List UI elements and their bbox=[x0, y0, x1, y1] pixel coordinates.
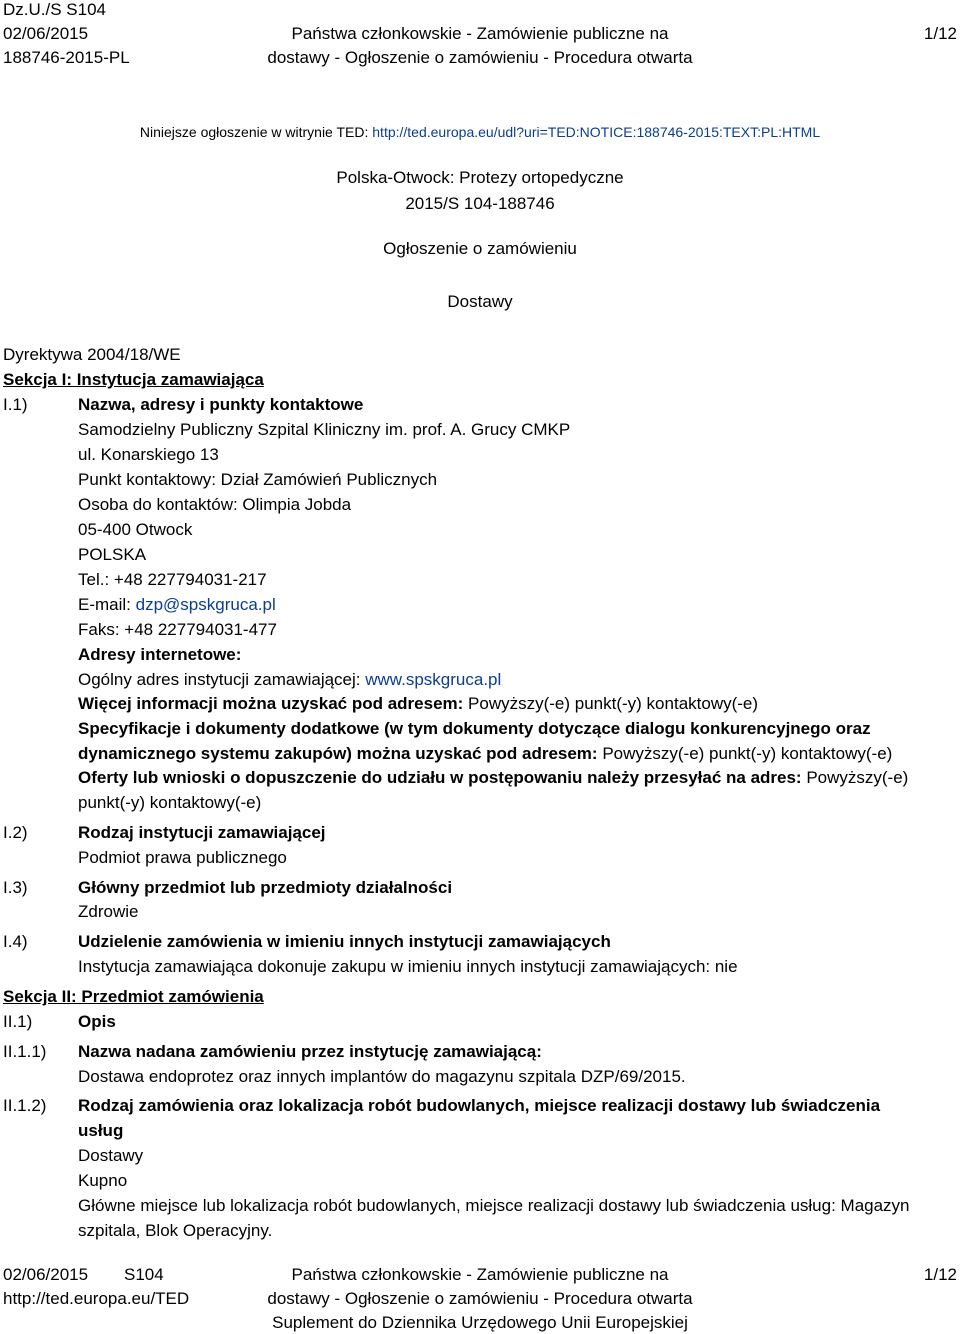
spec-line2 bbox=[78, 744, 892, 764]
title-number: 2015/S 104-188746 bbox=[405, 194, 555, 213]
ii11-number: II.1.1) bbox=[3, 1042, 47, 1061]
address-line-5: 05-400 Otwock bbox=[78, 520, 193, 539]
more-info-line bbox=[78, 694, 758, 714]
notice-line bbox=[0, 124, 960, 140]
footer-title-line2: dostawy - Ogłoszenie o zamówieniu - Procedura otwarta bbox=[267, 1289, 693, 1308]
offers-value-1: Powyższy(-e) bbox=[806, 768, 909, 787]
more-info-value: Powyższy(-e) punkt(-y) kontaktowy(-e) bbox=[468, 694, 759, 713]
i3-value: Zdrowie bbox=[78, 902, 139, 921]
i2-number: I.2) bbox=[3, 823, 28, 842]
ii1-title: Opis bbox=[78, 1012, 116, 1031]
more-info-label: Więcej informacji można uzyskać pod adresem: bbox=[78, 694, 469, 713]
footer-url: http://ted.europa.eu/TED bbox=[3, 1289, 190, 1308]
i4-number: I.4) bbox=[3, 932, 28, 951]
ii11-value: Dostawa endoprotez oraz innych implantów do magazynu szpitala DZP/69/2015. bbox=[78, 1067, 686, 1086]
ii12-value-2: Kupno bbox=[78, 1171, 128, 1190]
fax-line: Faks: +48 227794031-477 bbox=[78, 620, 277, 639]
address-line-1: Samodzielny Publiczny Szpital Kliniczny im. prof. A. Grucy CMKP bbox=[78, 420, 571, 439]
internet-label: Adresy internetowe: bbox=[78, 645, 242, 664]
header-ref: 188746-2015-PL bbox=[3, 48, 130, 67]
ii12-value-1: Dostawy bbox=[78, 1146, 144, 1165]
i2-title: Rodzaj instytucji zamawiającej bbox=[78, 823, 326, 842]
ii12-title-line2: usług bbox=[78, 1121, 124, 1140]
spec-label-line1: Specyfikacje i dokumenty dodatkowe (w tym dokumenty dotyczące dialogu konkurencyjnego oraz bbox=[78, 719, 871, 738]
email-label: E-mail: bbox=[78, 595, 136, 614]
offers-line1 bbox=[78, 768, 908, 788]
address-line-6: POLSKA bbox=[78, 545, 147, 564]
general-address-line bbox=[78, 670, 501, 690]
header-title-line1: Państwa członkowskie - Zamówienie publiczne na bbox=[291, 24, 669, 43]
footer-issue: S104 bbox=[124, 1265, 164, 1284]
header-title-line2: dostawy - Ogłoszenie o zamówieniu - Procedura otwarta bbox=[267, 48, 693, 67]
footer-page: 1/12 bbox=[923, 1265, 957, 1284]
i3-title: Główny przedmiot lub przedmioty działalności bbox=[78, 878, 453, 897]
title-category: Dostawy bbox=[447, 292, 513, 311]
offers-label: Oferty lub wnioski o dopuszczenie do udziału w postępowaniu należy przesyłać na adres: bbox=[78, 768, 807, 787]
notice-prefix: Niniejsze ogłoszenie w witrynie TED: bbox=[139, 124, 373, 140]
i3-number: I.3) bbox=[3, 878, 28, 897]
header-date: 02/06/2015 bbox=[3, 24, 89, 43]
ii12-value-3: Główne miejsce lub lokalizacja robót budowlanych, miejsce realizacji dostawy lub świadczenia usług: Magazyn bbox=[78, 1196, 910, 1215]
footer-date: 02/06/2015 bbox=[3, 1265, 89, 1284]
section2-heading: Sekcja II: Przedmiot zamówienia bbox=[3, 987, 264, 1006]
i1-number: I.1) bbox=[3, 395, 28, 414]
header-page: 1/12 bbox=[923, 24, 957, 43]
ii12-number: II.1.2) bbox=[3, 1096, 47, 1115]
footer-title-line3: Suplement do Dziennika Urzędowego Unii Europejskiej bbox=[272, 1313, 688, 1332]
footer-title-line1: Państwa członkowskie - Zamówienie publiczne na bbox=[291, 1265, 669, 1284]
ii12-title-line1: Rodzaj zamówienia oraz lokalizacja robót budowlanych, miejsce realizacji dostawy lub świadczenia bbox=[78, 1096, 881, 1115]
i4-value: Instytucja zamawiająca dokonuje zakupu w imieniu innych instytucji zamawiających: nie bbox=[78, 957, 738, 976]
general-address-link[interactable]: www.spskgruca.pl bbox=[365, 670, 502, 689]
section1-heading: Sekcja I: Instytucja zamawiająca bbox=[3, 370, 264, 389]
ii12-value-4: szpitala, Blok Operacyjny. bbox=[78, 1221, 273, 1240]
email-link[interactable]: dzp@spskgruca.pl bbox=[135, 595, 276, 614]
i2-value: Podmiot prawa publicznego bbox=[78, 848, 287, 867]
header-journal: Dz.U./S S104 bbox=[3, 0, 106, 19]
title-type: Ogłoszenie o zamówieniu bbox=[383, 239, 577, 258]
email-line bbox=[78, 595, 276, 615]
address-line-2: ul. Konarskiego 13 bbox=[78, 445, 219, 464]
address-line-3: Punkt kontaktowy: Dział Zamówień Publicznych bbox=[78, 470, 438, 489]
i4-title: Udzielenie zamówienia w imieniu innych instytucji zamawiających bbox=[78, 932, 611, 951]
ii11-title: Nazwa nadana zamówieniu przez instytucję zamawiającą: bbox=[78, 1042, 542, 1061]
address-line-7: Tel.: +48 227794031-217 bbox=[78, 570, 267, 589]
notice-url-link[interactable]: http://ted.europa.eu/udl?uri=TED:NOTICE:188746-2015:TEXT:PL:HTML bbox=[372, 124, 821, 140]
title-place: Polska-Otwock: Protezy ortopedyczne bbox=[336, 168, 624, 187]
general-address-label: Ogólny adres instytucji zamawiającej: bbox=[78, 670, 366, 689]
directive: Dyrektywa 2004/18/WE bbox=[3, 345, 181, 364]
spec-value: Powyższy(-e) punkt(-y) kontaktowy(-e) bbox=[602, 744, 893, 763]
offers-value-2: punkt(-y) kontaktowy(-e) bbox=[78, 793, 262, 812]
address-line-4: Osoba do kontaktów: Olimpia Jobda bbox=[78, 495, 352, 514]
i1-title: Nazwa, adresy i punkty kontaktowe bbox=[78, 395, 364, 414]
spec-label-line2: dynamicznego systemu zakupów) można uzyskać pod adresem: bbox=[78, 744, 603, 763]
ii1-number: II.1) bbox=[3, 1012, 33, 1031]
